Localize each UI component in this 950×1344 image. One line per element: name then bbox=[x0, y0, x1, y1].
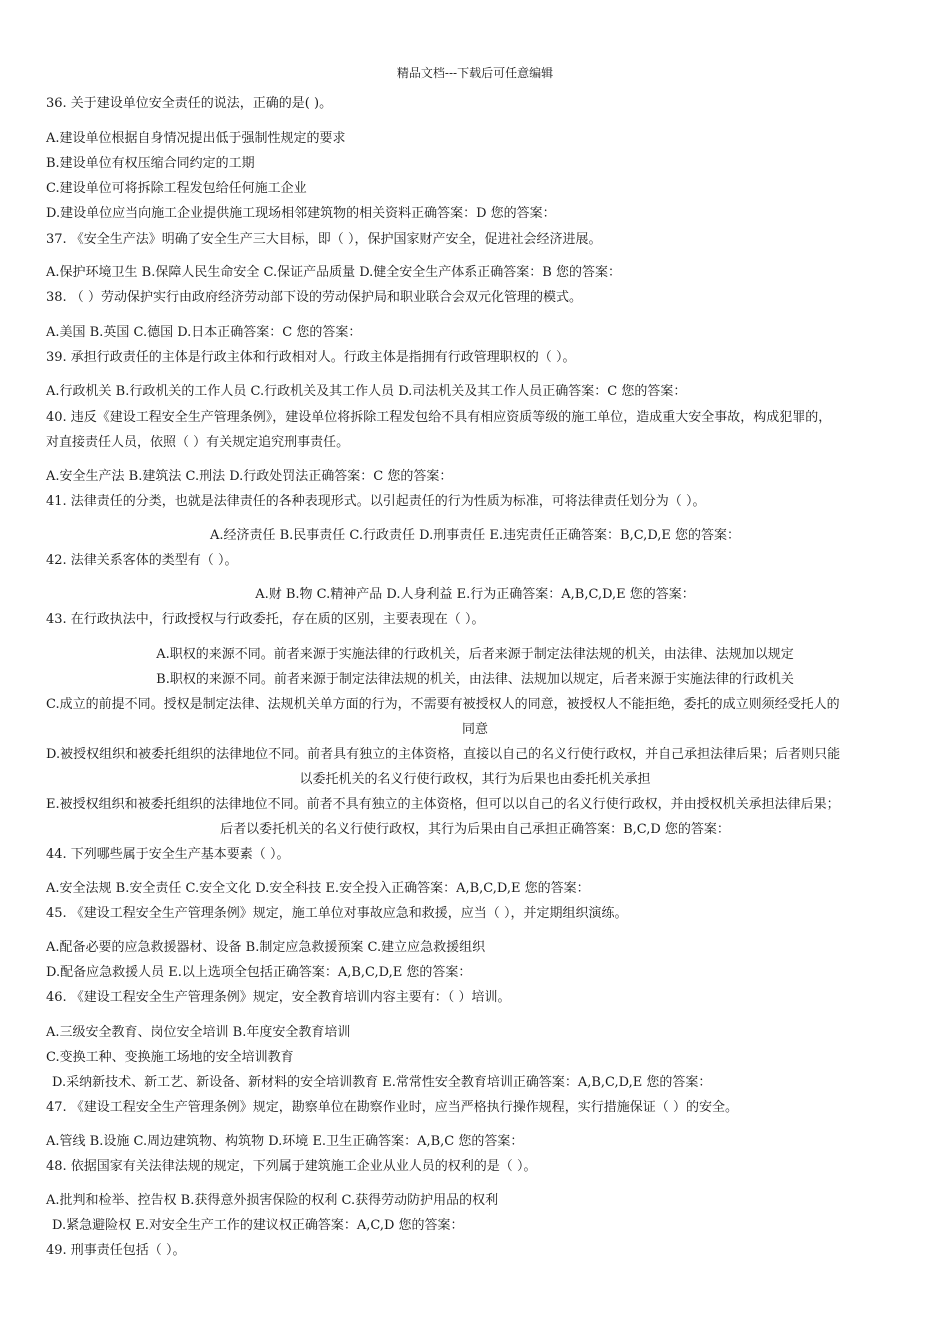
question-44: 44. 下列哪些属于安全生产基本要素（ ）。 bbox=[46, 847, 290, 862]
option-line: B.职权的来源不同。前者来源于制定法律法规的机关，由法律、法规加以规定，后者来源于实施法律的行政机关 bbox=[156, 672, 794, 687]
question-36: 36. 关于建设单位安全责任的说法，正确的是( )。 bbox=[46, 96, 333, 111]
question-42: 42. 法律关系客体的类型有（ ）。 bbox=[46, 553, 238, 568]
question-45: 45. 《建设工程安全生产管理条例》规定，施工单位对事故应急和救援，应当（ ），并定期组织演练。 bbox=[46, 906, 628, 921]
question-40: 40. 违反《建设工程安全生产管理条例》，建设单位将拆除工程发包给不具有相应资质等级的施工单位，造成重大安全事故，构成犯罪的， bbox=[46, 410, 832, 425]
question-37: 37. 《安全生产法》明确了安全生产三大目标，即（ ），保护国家财产安全，促进社会经济进展。 bbox=[46, 232, 602, 247]
question-39: 39. 承担行政责任的主体是行政主体和行政相对人。行政主体是指拥有行政管理职权的（ ）。 bbox=[46, 350, 576, 365]
option-answer-line: A.保护环境卫生 B.保障人民生命安全 C.保证产品质量 D.健全安全生产体系正确答案：B 您的答案： bbox=[46, 265, 621, 280]
option-line-continued: 同意 bbox=[461, 722, 488, 737]
option-line: A.批判和检举、控告权 B.获得意外损害保险的权利 C.获得劳动防护用品的权利 bbox=[46, 1193, 499, 1208]
option-answer-line: A.经济责任 B.民事责任 C.行政责任 D.刑事责任 E.违宪责任正确答案：B,C,D,E 您的答案： bbox=[209, 528, 741, 543]
option-answer-line: D.紧急避险权 E.对安全生产工作的建议权正确答案：A,C,D 您的答案： bbox=[52, 1218, 464, 1233]
document-header: 精品文档---下载后可任意编辑 bbox=[396, 66, 554, 80]
option-answer-line: A.美国 B.英国 C.德国 D.日本正确答案：C 您的答案： bbox=[46, 325, 362, 340]
option-answer-line: A.行政机关 B.行政机关的工作人员 C.行政机关及其工作人员 D.司法机关及其工作人员正确答案：C 您的答案： bbox=[46, 384, 687, 399]
option-answer-line: D.配备应急救援人员 E.以上选项全包括正确答案：A,B,C,D,E 您的答案： bbox=[46, 965, 472, 980]
option-answer-line: A.管线 B.设施 C.周边建筑物、构筑物 D.环境 E.卫生正确答案：A,B,C 您的答案： bbox=[46, 1134, 524, 1149]
option-line: A.职权的来源不同。前者来源于实施法律的行政机关，后者来源于制定法律法规的机关，由法律、法规加以规定 bbox=[156, 647, 794, 662]
question-47: 47. 《建设工程安全生产管理条例》规定，勘察单位在勘察作业时，应当严格执行操作规程，实行措施保证（ ）的安全。 bbox=[46, 1100, 738, 1115]
option-line: A.三级安全教育、岗位安全培训 B.年度安全教育培训 bbox=[46, 1025, 351, 1040]
question-40-continued: 对直接责任人员，依照（ ）有关规定追究刑事责任。 bbox=[46, 435, 350, 450]
option-answer-line: A.安全生产法 B.建筑法 C.刑法 D.行政处罚法正确答案：C 您的答案： bbox=[46, 469, 453, 484]
option-answer-line: D.采纳新技术、新工艺、新设备、新材料的安全培训教育 E.常常性安全教育培训正确答案：A,B,C,D,E 您的答案： bbox=[52, 1075, 712, 1090]
question-38: 38. （ ）劳动保护实行由政府经济劳动部下设的劳动保护局和职业联合会双元化管理的模式。 bbox=[46, 290, 582, 305]
question-48: 48. 依据国家有关法律法规的规定，下列属于建筑施工企业从业人员的权利的是（ ）。 bbox=[46, 1159, 537, 1174]
option-line: A.配备必要的应急救援器材、设备 B.制定应急救援预案 C.建立应急救援组织 bbox=[46, 940, 486, 955]
option-line: A.建设单位根据自身情况提出低于强制性规定的要求 bbox=[46, 131, 346, 146]
option-answer-line: D.建设单位应当向施工企业提供施工现场相邻建筑物的相关资料正确答案：D 您的答案： bbox=[46, 206, 556, 221]
option-answer-line: A.财 B.物 C.精神产品 D.人身利益 E.行为正确答案：A,B,C,D,E 您的答案： bbox=[255, 587, 695, 602]
question-41: 41. 法律责任的分类，也就是法律责任的各种表现形式。以引起责任的行为性质为标准，可将法律责任划分为（ ）。 bbox=[46, 494, 706, 509]
option-answer-line: 后者以委托机关的名义行使行政权，其行为后果由自己承担正确答案：B,C,D 您的答案： bbox=[220, 822, 730, 837]
option-line-continued: 以委托机关的名义行使行政权，其行为后果也由委托机关承担 bbox=[299, 772, 651, 787]
question-46: 46. 《建设工程安全生产管理条例》规定，安全教育培训内容主要有：（ ）培训。 bbox=[46, 990, 511, 1005]
option-line: D.被授权组织和被委托组织的法律地位不同。前者具有独立的主体资格，直接以自己的名义行使行政权，并自己承担法律后果；后者则只能 bbox=[46, 747, 841, 762]
option-line: E.被授权组织和被委托组织的法律地位不同。前者不具有独立的主体资格，但可以以自己的名义行使行政权，并由授权机关承担法律后果； bbox=[46, 797, 840, 812]
question-43: 43. 在行政执法中，行政授权与行政委托，存在质的区别，主要表现在（ ）。 bbox=[46, 612, 485, 627]
option-answer-line: A.安全法规 B.安全责任 C.安全文化 D.安全科技 E.安全投入正确答案：A,B,C,D,E 您的答案： bbox=[46, 881, 590, 896]
option-line: B.建设单位有权压缩合同约定的工期 bbox=[46, 156, 255, 171]
option-line: C.成立的前提不同。授权是制定法律、法规机关单方面的行为，不需要有被授权人的同意，被授权人不能拒绝，委托的成立则须经受托人的 bbox=[46, 697, 840, 712]
option-line: C.建设单位可将拆除工程发包给任何施工企业 bbox=[46, 181, 307, 196]
option-line: C.变换工种、变换施工场地的安全培训教育 bbox=[46, 1050, 294, 1065]
question-49: 49. 刑事责任包括（ ）。 bbox=[46, 1243, 186, 1258]
